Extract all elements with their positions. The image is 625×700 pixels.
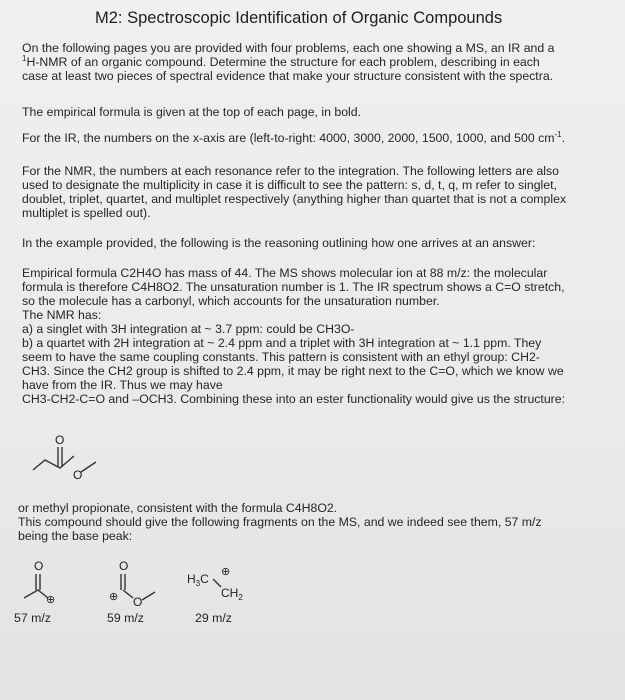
nmr-line-1: For the NMR, the numbers at each resonance refer to the integration. The following letters are also xyxy=(22,164,560,178)
reasoning-line-5: a) a singlet with 3H integration at ~ 3.7 ppm: could be CH3O- xyxy=(22,322,355,336)
reasoning-line-7: seem to have the same coupling constants. This pattern is consistent with an ethyl group: CH2- xyxy=(22,350,540,364)
page-title: M2: Spectroscopic Identification of Organic Compounds xyxy=(95,9,503,27)
fragment-59-structure xyxy=(105,558,175,613)
reasoning-line-2: formula is therefore C4H8O2. The unsaturation number is 1. The IR spectrum shows a C=O stretch, xyxy=(22,280,565,294)
reasoning-line-8: CH3. Since the CH2 group is shifted to 2.4 ppm, it may be right next to the C=O, which we know we xyxy=(22,364,564,378)
nmr-line-3: doublet, triplet, quartet, and multiplet respectively (anything higher than quartet that is not a complex xyxy=(22,192,567,206)
intro-line-2-text: H-NMR of an organic compound. Determine the structure for each problem, describing in each xyxy=(26,55,540,69)
fragment-59-methyl-bond xyxy=(142,592,155,600)
nmr-line-2: used to designate the multiplicity in case it is difficult to see the pattern: s, d, t, q, m refer to singlet, xyxy=(22,178,557,192)
fragment-59-label: 59 m/z xyxy=(107,611,144,625)
ir-note-end: . xyxy=(561,131,566,145)
fragment-59-carbonyl-oxygen: O xyxy=(119,559,129,573)
ir-note-text: For the IR, the numbers on the x-axis are (left-to-right: 4000, 3000, 2000, 1500, 1000, and 500 cm xyxy=(22,131,555,145)
fragment-59-charge: ⊕ xyxy=(109,591,119,603)
fragment-59-bond-to-o xyxy=(123,590,133,598)
reasoning-line-4: The NMR has: xyxy=(22,308,102,322)
conclusion-line-1: or methyl propionate, consistent with the formula C4H8O2. xyxy=(18,501,338,515)
conclusion-line-2: This compound should give the following fragments on the MS, and we indeed see them, 57 m/z xyxy=(18,515,542,529)
fragment-29-charge: ⊕ xyxy=(221,566,231,578)
fragment-57-label: 57 m/z xyxy=(14,611,51,625)
conclusion-line-3: being the base peak: xyxy=(18,529,133,543)
carbonyl-oxygen: O xyxy=(55,433,65,447)
fragment-57-charge: ⊕ xyxy=(46,594,56,606)
reasoning-line-1: Empirical formula C2H4O has mass of 44. The MS shows molecular ion at 88 m/z: the molecular xyxy=(22,266,548,280)
reasoning-line-3: so the molecule has a carbonyl, which accounts for the unsaturation number. xyxy=(22,294,440,308)
example-intro: In the example provided, the following is the reasoning outlining how one arrives at an answer: xyxy=(22,236,536,250)
intro-line-1: On the following pages you are provided with four problems, each one showing a MS, an IR and a xyxy=(22,41,555,55)
methoxy-bond xyxy=(81,462,96,472)
superscript: 1 xyxy=(22,53,27,63)
fragment-29-label: 29 m/z xyxy=(195,611,232,625)
ester-oxygen: O xyxy=(73,468,83,482)
fragment-57-structure xyxy=(20,558,80,613)
reasoning-line-6: b) a quartet with 2H integration at ~ 2.4 ppm and a triplet with 3H integration at ~ 1.1 ppm. They xyxy=(22,336,542,350)
reasoning-line-10: CH3-CH2-C=O and –OCH3. Combining these into an ester functionality would give us the structure: xyxy=(22,392,566,406)
intro-line-3: case at least two pieces of spectral evidence that make your structure consistent with the spectra. xyxy=(22,69,554,83)
ir-note xyxy=(22,131,612,145)
carbon-chain xyxy=(33,456,74,470)
fragment-29-ch2: $CH_2$ xyxy=(221,586,243,602)
fragment-29-h3c: $H_3C$ xyxy=(187,572,209,588)
fragment-59-ester-oxygen: O xyxy=(133,595,143,609)
nmr-line-4: multiplet is spelled out). xyxy=(22,206,151,220)
empirical-note: The empirical formula is given at the top of each page, in bold. xyxy=(22,105,362,119)
intro-line-2 xyxy=(22,55,612,69)
fragment-57-chain xyxy=(24,590,48,598)
fragment-57-oxygen: O xyxy=(34,559,44,573)
reasoning-line-9: have from the IR. Thus we may have xyxy=(22,378,223,392)
methyl-propionate-structure xyxy=(30,430,120,490)
ir-superscript: -1 xyxy=(554,129,562,139)
fragment-29-structure xyxy=(183,565,263,615)
fragment-29-bond xyxy=(213,579,221,587)
